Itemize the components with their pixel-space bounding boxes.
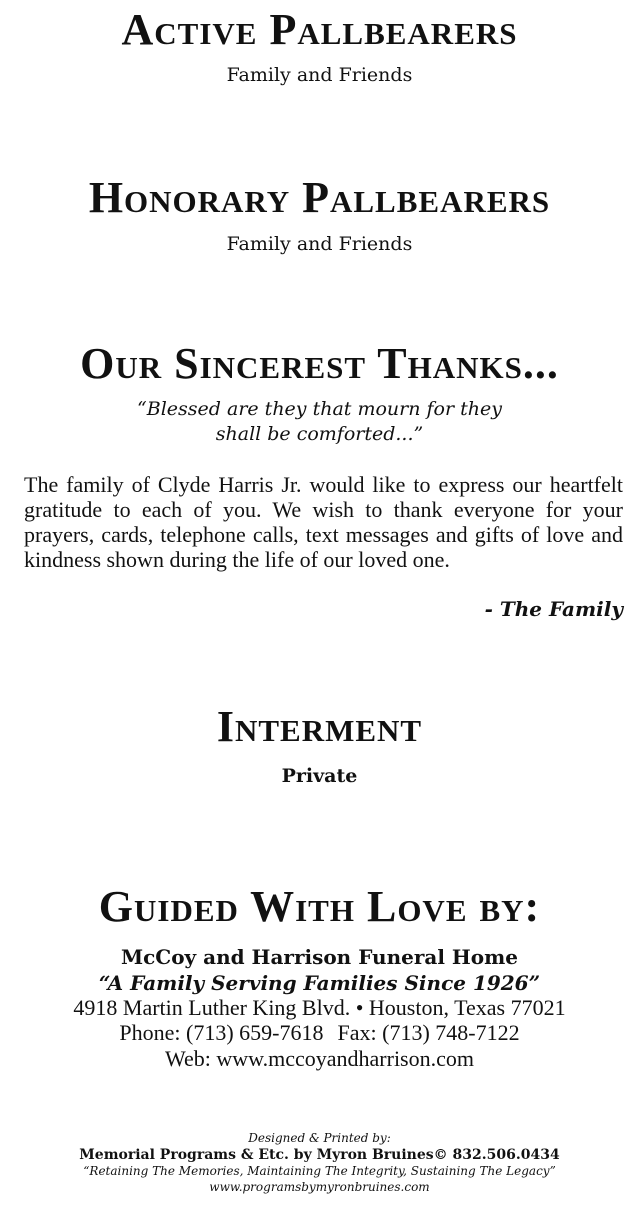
funeral-home-phone: Phone: (713) 659-7618 (119, 1020, 324, 1045)
funeral-home-fax: Fax: (713) 748-7122 (337, 1020, 520, 1045)
funeral-home-name: McCoy and Harrison Funeral Home (120, 945, 519, 969)
thanks-heading: Our Sincerest Thanks... (80, 339, 559, 388)
thanks-body: The family of Clyde Harris Jr. would like to express our heartfelt gratitude to each of you. We wish to thank everyone for your prayers, cards, telephone calls, text messages and gifts of love and kindness shown during the life of our loved one. (24, 472, 623, 572)
family-signature: - The Family (484, 597, 623, 621)
interment-heading: Interment (216, 702, 423, 751)
scripture-quote (0, 397, 639, 447)
funeral-home-web: Web: www.mccoyandharrison.com (165, 1046, 474, 1071)
quote-line-1: “Blessed are they that mourn for they (137, 398, 502, 420)
honorary-pallbearers-heading: Honorary Pallbearers (88, 173, 551, 222)
funeral-home-tagline: “A Family Serving Families Since 1926” (98, 971, 541, 995)
designed-by-label: Designed & Printed by: (248, 1131, 391, 1145)
interment-text: Private (281, 765, 358, 787)
designer-website: www.programsbymyronbruines.com (209, 1180, 430, 1194)
honorary-pallbearers-text: Family and Friends (226, 233, 413, 255)
designer-company: Memorial Programs & Etc. by Myron Bruines© 832.506.0434 (79, 1147, 560, 1163)
active-pallbearers-text: Family and Friends (226, 64, 413, 86)
quote-line-2: shall be comforted...” (215, 423, 424, 445)
guided-heading: Guided With Love by: (98, 882, 541, 931)
funeral-home-contact (0, 1020, 639, 1046)
active-pallbearers-heading: Active Pallbearers (121, 5, 518, 54)
designer-motto: “Retaining The Memories, Maintaining The Integrity, Sustaining The Legacy” (83, 1164, 556, 1178)
funeral-home-address: 4918 Martin Luther King Blvd. • Houston, Texas 77021 (73, 995, 566, 1020)
